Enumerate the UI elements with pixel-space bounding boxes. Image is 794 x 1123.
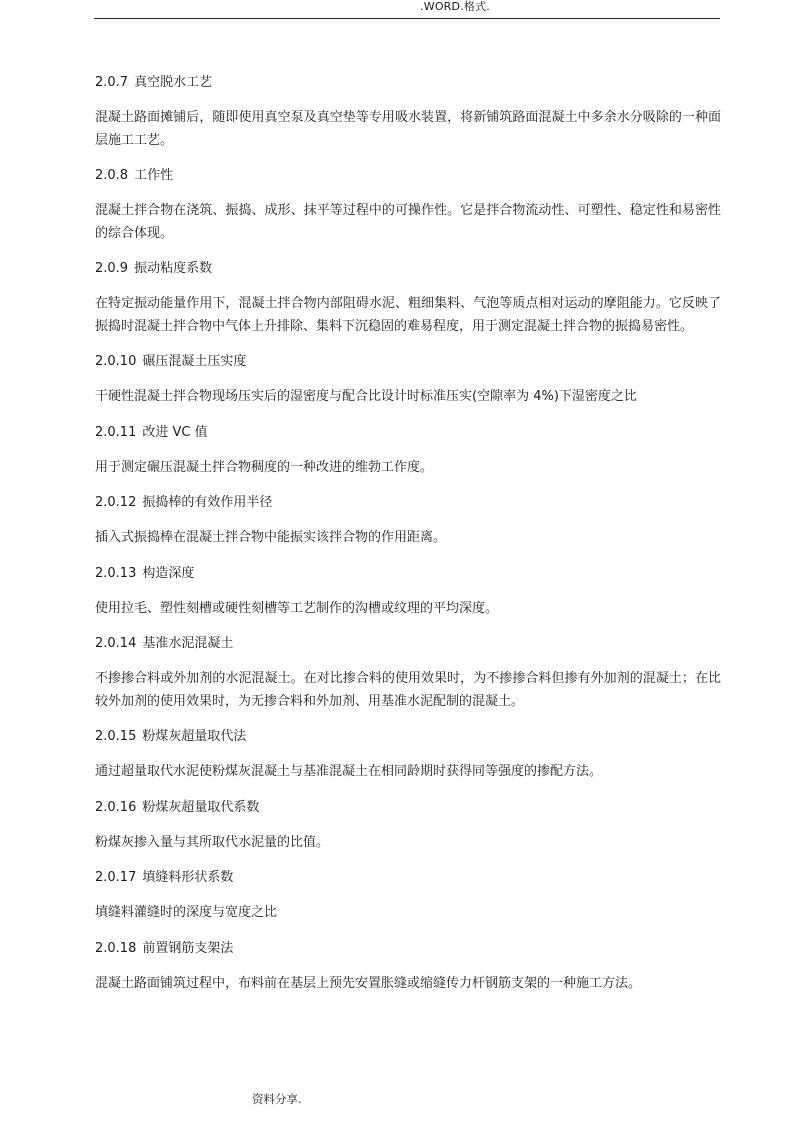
term-heading	[95, 867, 721, 889]
term-heading	[95, 726, 721, 748]
term-heading	[95, 797, 721, 819]
entry-2-0-14	[95, 633, 721, 713]
entry-2-0-9	[95, 258, 721, 338]
term-number: 2.0.18	[95, 940, 137, 956]
term-definition: 在特定振动能量作用下，混凝土拌合物内部阻碍水泥、粗细集料、气泡等质点相对运动的摩阻能力。它反映了振捣时混凝土拌合物中气体上升排除、集料下沉稳固的难易程度，用于测定混凝土拌合物的振捣易密性。	[95, 296, 721, 334]
term-definition: 混凝土路面铺筑过程中，布料前在基层上预先安置胀缝或缩缝传力杆钢筋支架的一种施工方法。	[95, 975, 642, 991]
term-name: 真空脱水工艺	[134, 75, 213, 90]
term-definition: 粉煤灰掺入量与其所取代水泥量的比值。	[95, 834, 330, 850]
term-number: 2.0.12	[95, 495, 137, 510]
term-definition: 使用拉毛、塑性刻槽或硬性刻槽等工艺制作的沟槽或纹理的平均深度。	[95, 600, 499, 616]
term-heading	[95, 563, 721, 585]
term-heading	[95, 165, 721, 187]
term-heading	[95, 492, 721, 514]
term-number: 2.0.10	[95, 354, 137, 369]
term-number: 2.0.7	[95, 75, 129, 90]
term-name: 改进 VC 值	[142, 424, 208, 440]
term-number: 2.0.17	[95, 870, 137, 885]
page-header	[94, 0, 720, 19]
term-name: 碾压混凝土压实度	[142, 354, 247, 369]
entry-2-0-13	[95, 563, 721, 621]
entry-2-0-17	[95, 867, 721, 925]
term-name: 粉煤灰超量取代法	[142, 729, 247, 744]
term-definition: 混凝土路面摊铺后，随即使用真空泵及真空垫等专用吸水装置，将新铺筑路面混凝土中多余水分吸除的一种面层施工工艺。	[95, 110, 721, 148]
term-number: 2.0.9	[95, 261, 129, 276]
term-heading	[95, 258, 721, 280]
entry-2-0-15	[95, 726, 721, 784]
term-definition: 用于测定碾压混凝土拌合物稠度的一种改进的维勃工作度。	[95, 459, 434, 475]
term-name: 填缝料形状系数	[142, 870, 234, 885]
header-text: .WORD.格式.	[420, 0, 490, 13]
term-definition: 插入式振捣棒在混凝土拌合物中能振实该拌合物的作用距离。	[95, 530, 447, 545]
term-definition: 不掺掺合料或外加剂的水泥混凝土。在对比掺合料的使用效果时，为不掺掺合料但掺有外加剂的混凝土；在比较外加剂的使用效果时，为无掺合料和外加剂、用基准水泥配制的混凝土。	[95, 671, 721, 709]
term-number: 2.0.8	[95, 168, 129, 183]
entry-2-0-10	[95, 351, 721, 409]
term-heading	[95, 633, 721, 655]
term-number: 2.0.15	[95, 729, 137, 744]
entry-2-0-8	[95, 165, 721, 245]
entry-2-0-16	[95, 797, 721, 855]
term-definition: 填缝料灌缝时的深度与宽度之比	[95, 905, 278, 920]
term-heading	[95, 938, 721, 960]
entry-2-0-7	[95, 72, 721, 152]
term-name: 粉煤灰超量取代系数	[142, 799, 260, 815]
term-number: 2.0.13	[95, 565, 137, 581]
term-number: 2.0.11	[95, 424, 137, 440]
term-heading	[95, 72, 721, 94]
term-heading	[95, 351, 721, 373]
entry-2-0-11	[95, 422, 721, 480]
term-heading	[95, 422, 721, 444]
term-definition: 混凝土拌合物在浇筑、振捣、成形、抹平等过程中的可操作性。它是拌合物流动性、可塑性、稳定性和易密性的综合体现。	[95, 203, 721, 241]
term-number: 2.0.16	[95, 799, 137, 815]
entry-2-0-18	[95, 938, 721, 996]
term-number: 2.0.14	[95, 636, 137, 651]
term-name: 振捣棒的有效作用半径	[142, 495, 273, 510]
entry-2-0-12	[95, 492, 721, 550]
page-footer: 资料分享.	[252, 1092, 302, 1106]
term-name: 振动粘度系数	[134, 261, 213, 276]
term-name: 前置钢筋支架法	[142, 940, 234, 956]
term-definition: 干硬性混凝土拌合物现场压实后的湿密度与配合比设计时标准压实(空隙率为 4%)下湿密度之比	[95, 389, 637, 404]
term-name: 工作性	[134, 168, 174, 183]
document-body	[95, 72, 721, 1008]
term-name: 基准水泥混凝土	[142, 636, 234, 651]
term-name: 构造深度	[142, 565, 195, 581]
term-definition: 通过超量取代水泥使粉煤灰混凝土与基准混凝土在相同龄期时获得同等强度的掺配方法。	[95, 764, 603, 779]
